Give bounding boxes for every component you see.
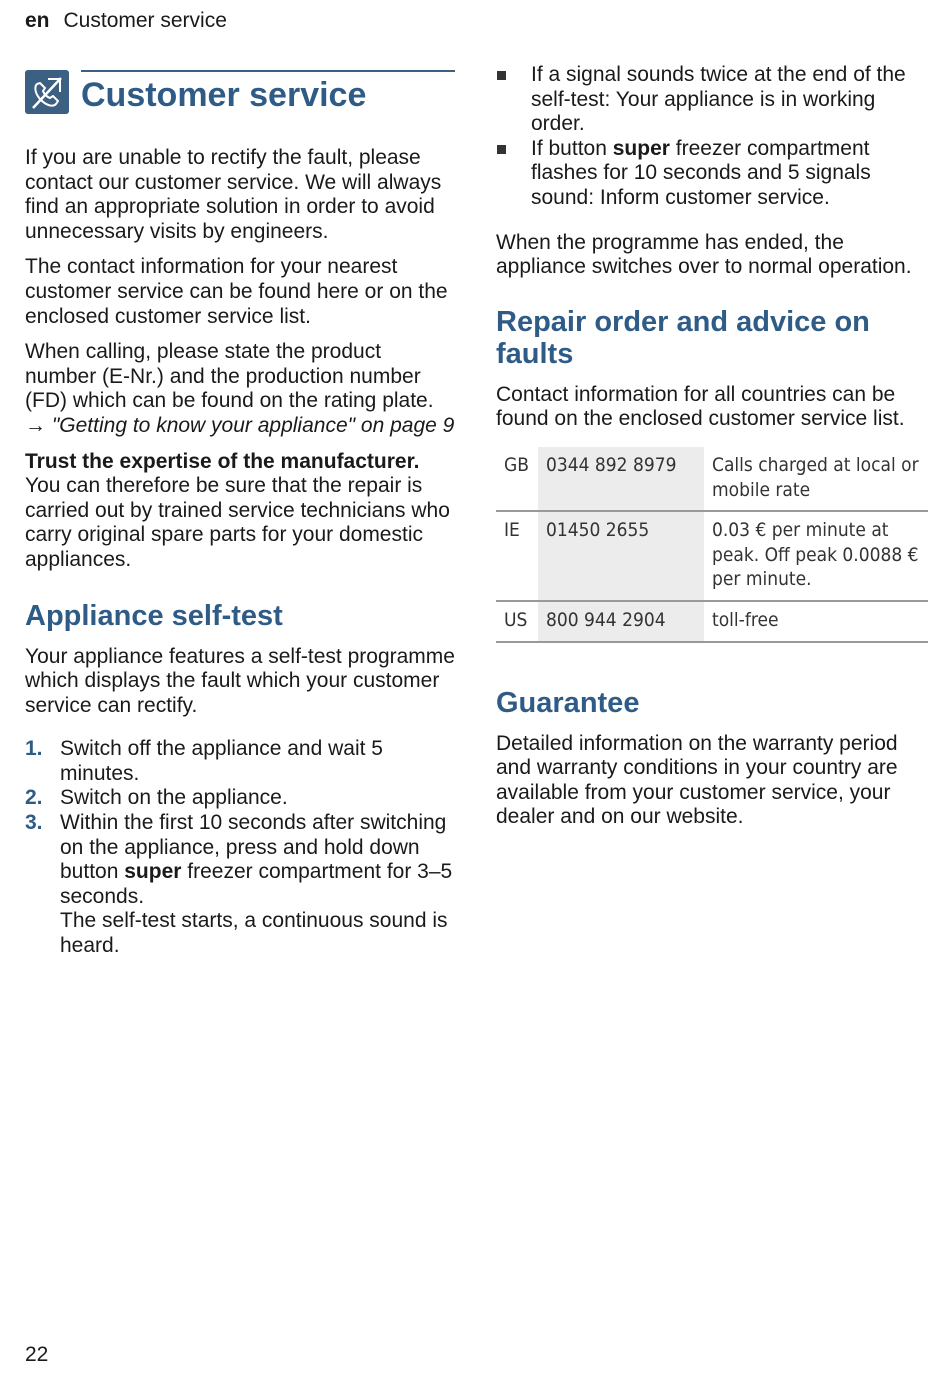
step-text-end: freezer compartment for 3–5 seconds. xyxy=(60,860,453,908)
self-test-bullets xyxy=(496,63,928,211)
cs-paragraph-2: The contact information for your nearest customer service can be found here or on the enclosed customer service list. xyxy=(25,255,448,328)
self-test-intro: Your appliance features a self-test programme which displays the fault which your customer service can rectify. xyxy=(25,644,455,717)
cs-paragraph-3: When calling, please state the product number (E-Nr.) and the production number (FD) which can be found on the rating plate. xyxy=(25,340,434,413)
bullet-text-end: freezer compartment flashes for 10 seconds and 5 signals sound: Inform customer service. xyxy=(531,136,871,209)
cs-paragraph-4 xyxy=(25,450,455,573)
table-row xyxy=(496,447,928,511)
bullet-square-icon xyxy=(497,145,506,154)
self-test-end: When the programme has ended, the appliance switches over to normal operation. xyxy=(496,230,912,279)
cross-reference-link[interactable]: "Getting to know your appliance" on page 9 xyxy=(51,413,455,437)
bullet-text: If button xyxy=(531,136,613,160)
table-row xyxy=(496,601,928,642)
right-column xyxy=(496,63,928,830)
phone-icon xyxy=(25,70,69,114)
expertise-text: You can therefore be sure that the repair is carried out by trained service technicians who carry original spare parts for your domestic appliances. xyxy=(25,474,450,571)
cs-paragraph-1: If you are unable to rectify the fault, please contact our customer service. We will always find an appropriate solution in order to avoid unnecessary visits by engineers. xyxy=(25,146,442,243)
header-section: Customer service xyxy=(63,9,227,32)
super-button-label: super xyxy=(124,860,182,884)
country-code: GB xyxy=(504,453,529,476)
page-title: Customer service xyxy=(81,76,367,114)
country-code: US xyxy=(504,608,528,631)
page-header xyxy=(25,9,227,33)
self-test-heading: Appliance self-test xyxy=(25,599,283,632)
super-button-label: super xyxy=(612,136,670,160)
rate-note: 0.03 € per minute at peak. Off peak 0.0088 € per minute. xyxy=(712,519,919,591)
rate-note: Calls charged at local or mobile rate xyxy=(712,453,919,501)
step-number: 2. xyxy=(25,786,43,810)
bullet-text: If a signal sounds twice at the end of the self-test: Your appliance is in working order. xyxy=(531,63,906,136)
repair-heading: Repair order and advice on faults xyxy=(496,305,870,370)
bullet-square-icon xyxy=(497,71,506,80)
guarantee-heading: Guarantee xyxy=(496,686,640,719)
step-text: Switch off the appliance and wait 5 minutes. xyxy=(60,737,383,785)
country-code: IE xyxy=(504,519,520,542)
expertise-bold: Trust the expertise of the manufacturer. xyxy=(25,449,420,473)
step-item xyxy=(25,786,455,811)
bullet-item xyxy=(496,137,928,211)
phone-number: 01450 2655 xyxy=(538,511,704,601)
step-item xyxy=(25,737,455,786)
left-column xyxy=(25,68,455,959)
guarantee-text: Detailed information on the warranty period and warranty conditions in your country are available from your customer service, your dealer and on our website. xyxy=(496,731,898,829)
page-number: 22 xyxy=(25,1343,49,1366)
table-row xyxy=(496,511,928,601)
step-text: Switch on the appliance. xyxy=(60,786,288,810)
step-text: Within the first 10 seconds after switching on the appliance, press and hold down button xyxy=(60,811,447,884)
step-number: 1. xyxy=(25,737,43,761)
step-number: 3. xyxy=(25,811,43,835)
rate-note: toll-free xyxy=(712,608,779,631)
contact-table xyxy=(496,447,928,643)
arrow-icon: → xyxy=(25,413,46,437)
step-item xyxy=(25,811,455,959)
cross-reference xyxy=(25,414,455,439)
title-rule xyxy=(81,70,455,72)
bullet-item xyxy=(496,63,928,137)
language-code: en xyxy=(25,9,50,32)
section-title-row xyxy=(25,68,455,116)
step-result: The self-test starts, a continuous sound is heard. xyxy=(60,909,448,958)
phone-number: 0344 892 8979 xyxy=(538,447,704,511)
phone-number: 800 944 2904 xyxy=(538,601,704,642)
self-test-steps xyxy=(25,737,455,958)
repair-intro: Contact information for all countries can be found on the enclosed customer service list. xyxy=(496,382,905,431)
